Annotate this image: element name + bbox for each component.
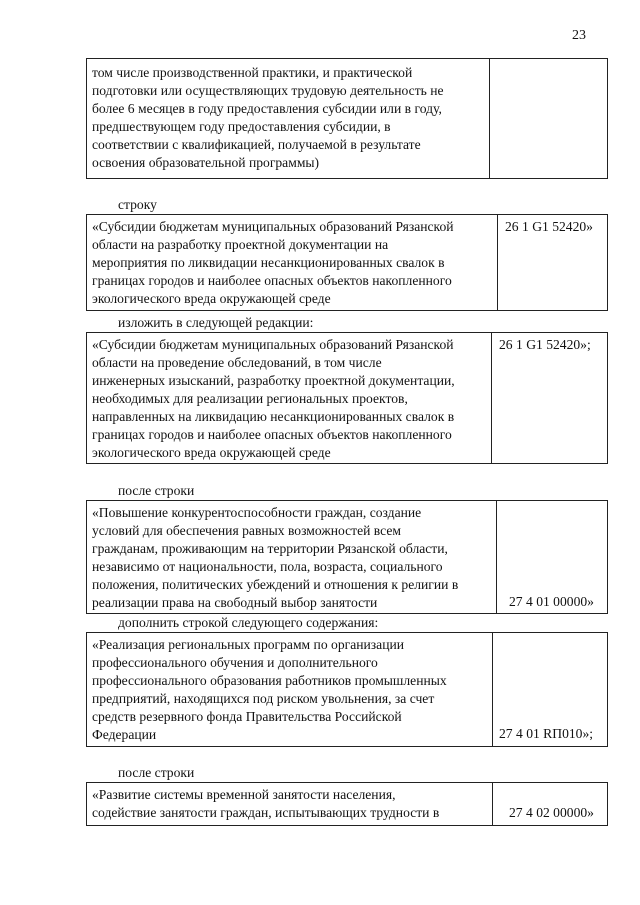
text-line: мероприятия по ликвидации несанкционированных свалок в	[92, 255, 445, 270]
table-block-5	[86, 632, 608, 747]
text-line: независимо от национальности, пола, возраста, социального	[92, 559, 443, 574]
table-block-3	[86, 332, 608, 464]
budget-code: 27 4 01 RП010»;	[499, 726, 594, 741]
text-line: более 6 месяцев в году предоставления субсидии или в году,	[92, 101, 442, 116]
block-4-text	[92, 504, 458, 612]
text-line: том числе производственной практики, и практической	[92, 65, 413, 80]
block-3-text	[92, 336, 455, 462]
column-divider	[492, 633, 493, 746]
block-2-text	[92, 218, 454, 308]
label-dopolnit: дополнить строкой следующего содержания:	[118, 615, 379, 630]
text-line: области на проведение обследований, в том числе	[92, 355, 382, 370]
text-line: подготовки или осуществляющих трудовую деятельность не	[92, 83, 444, 98]
label-posle-stroki: после строки	[118, 765, 195, 780]
text-line: «Повышение конкурентоспособности граждан, создание	[92, 505, 422, 520]
text-line: границах городов и наиболее опасных объектов накопленного	[92, 273, 452, 288]
column-divider	[491, 333, 492, 463]
column-divider	[489, 59, 490, 178]
table-block-1	[86, 58, 608, 179]
label-stroku: строку	[118, 197, 157, 212]
block-5-text	[92, 636, 447, 744]
column-divider	[497, 215, 498, 310]
text-line: содействие занятости граждан, испытывающих трудности в	[92, 805, 440, 820]
block-6-text	[92, 786, 439, 822]
label-posle-stroki: после строки	[118, 483, 195, 498]
budget-code: 27 4 02 00000»	[509, 805, 594, 820]
text-line: границах городов и наиболее опасных объектов накопленного	[92, 427, 452, 442]
text-line: экологического вреда окружающей среде	[92, 291, 331, 306]
budget-code: 26 1 G1 52420»;	[499, 337, 591, 352]
block-1-text	[92, 64, 444, 172]
text-line: экологического вреда окружающей среде	[92, 445, 331, 460]
text-line: «Субсидии бюджетам муниципальных образований Рязанской	[92, 337, 454, 352]
text-line: «Развитие системы временной занятости населения,	[92, 787, 396, 802]
table-block-4	[86, 500, 608, 614]
text-line: средств резервного фонда Правительства Российской	[92, 709, 402, 724]
text-line: гражданам, проживающим на территории Рязанской области,	[92, 541, 448, 556]
table-block-2	[86, 214, 608, 311]
text-line: необходимых для реализации региональных проектов,	[92, 391, 408, 406]
text-line: положения, политических убеждений и отношения к религии в	[92, 577, 459, 592]
text-line: «Реализация региональных программ по организации	[92, 637, 405, 652]
text-line: соответствии с квалификацией, получаемой в результате	[92, 137, 421, 152]
text-line: условий для обеспечения равных возможностей всем	[92, 523, 401, 538]
table-block-6	[86, 782, 608, 826]
text-line: профессионального обучения и дополнительного	[92, 655, 378, 670]
text-line: освоения образовательной программы)	[92, 155, 320, 170]
text-line: «Субсидии бюджетам муниципальных образований Рязанской	[92, 219, 454, 234]
text-line: профессионального образования работников промышленных	[92, 673, 447, 688]
text-line: предшествующем году предоставления субсидии, в	[92, 119, 391, 134]
budget-code: 26 1 G1 52420»	[505, 219, 593, 234]
column-divider	[496, 501, 497, 613]
text-line: инженерных изысканий, разработку проектной документации,	[92, 373, 455, 388]
budget-code: 27 4 01 00000»	[509, 594, 594, 609]
text-line: предприятий, находящихся под риском увольнения, за счет	[92, 691, 435, 706]
page-number: 23	[572, 28, 586, 43]
text-line: направленных на ликвидацию несанкционированных свалок в	[92, 409, 455, 424]
label-izlozhit: изложить в следующей редакции:	[118, 315, 314, 330]
column-divider	[492, 783, 493, 825]
text-line: реализации права на свободный выбор занятости	[92, 595, 378, 610]
text-line: области на разработку проектной документации на	[92, 237, 389, 252]
text-line: Федерации	[92, 727, 157, 742]
